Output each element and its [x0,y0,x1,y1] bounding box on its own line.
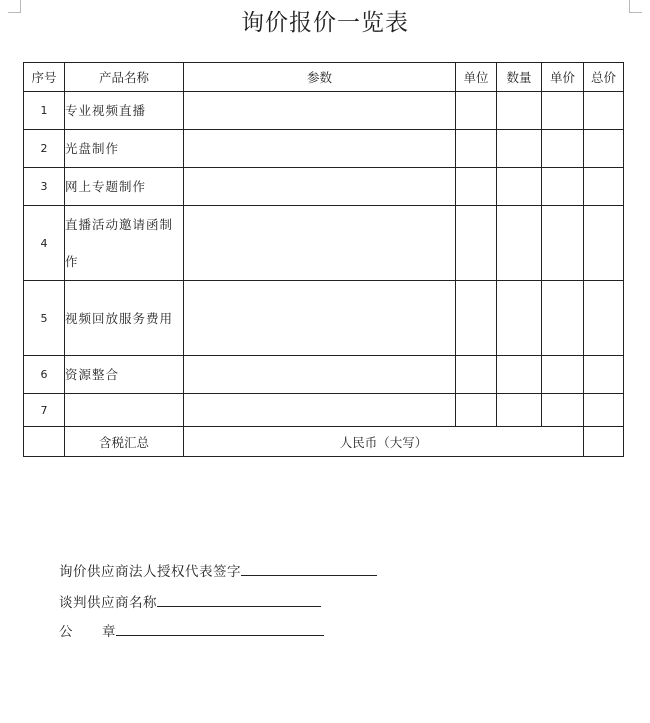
header-params: 参数 [184,63,456,92]
row-params-cell[interactable] [184,92,456,130]
rep-signature-line [59,560,377,580]
row-params-cell[interactable] [184,206,456,281]
row-number: 1 [24,92,65,130]
row-product-name: 网上专题制作 [65,168,184,206]
row-unit-cell[interactable] [456,168,497,206]
row-product-name: 资源整合 [65,356,184,394]
row-params-cell[interactable] [184,356,456,394]
row-unit-price-cell[interactable] [542,168,584,206]
summary-label: 含税汇总 [65,427,184,457]
row-number: 2 [24,130,65,168]
row-unit-price-cell[interactable] [542,130,584,168]
row-number: 7 [24,394,65,427]
supplier-name-label: 谈判供应商名称 [59,595,157,611]
row-number: 4 [24,206,65,281]
summary-blank-cell [24,427,65,457]
table-row [24,130,624,168]
row-total-price-cell[interactable] [584,394,624,427]
row-params-cell[interactable] [184,130,456,168]
table-row [24,206,624,281]
rep-signature-label: 询价供应商法人授权代表签字 [59,564,241,580]
row-unit-cell[interactable] [456,92,497,130]
row-number: 3 [24,168,65,206]
row-total-price-cell[interactable] [584,168,624,206]
header-quantity: 数量 [497,63,542,92]
page-title: 询价报价一览表 [241,10,409,36]
row-product-name: 视频回放服务费用 [65,281,184,356]
quote-table [23,62,624,457]
row-total-price-cell[interactable] [584,92,624,130]
row-product-name: 光盘制作 [65,130,184,168]
table-header-row [24,63,624,92]
row-unit-price-cell[interactable] [542,394,584,427]
row-unit-price-cell[interactable] [542,206,584,281]
table-row [24,394,624,427]
row-unit-cell[interactable] [456,206,497,281]
summary-currency-label: 人民币（大写） [184,427,584,457]
supplier-name-field[interactable] [157,592,321,607]
header-total-price: 总价 [584,63,624,92]
seal-label-second: 章 [102,624,116,640]
seal-field[interactable] [116,621,324,636]
row-number: 5 [24,281,65,356]
row-number: 6 [24,356,65,394]
summary-row [24,427,624,457]
table-row [24,168,624,206]
row-unit-cell[interactable] [456,281,497,356]
row-unit-price-cell[interactable] [542,281,584,356]
row-unit-cell[interactable] [456,130,497,168]
row-unit-cell[interactable] [456,394,497,427]
row-quantity-cell[interactable] [497,281,542,356]
row-total-price-cell[interactable] [584,206,624,281]
row-params-cell[interactable] [184,168,456,206]
supplier-name-line [59,591,321,611]
table-row [24,356,624,394]
row-total-price-cell[interactable] [584,281,624,356]
row-quantity-cell[interactable] [497,168,542,206]
row-product-name: 专业视频直播 [65,92,184,130]
row-product-name[interactable] [65,394,184,427]
header-product-name: 产品名称 [65,63,184,92]
summary-total-cell[interactable] [584,427,624,457]
row-quantity-cell[interactable] [497,130,542,168]
row-unit-price-cell[interactable] [542,356,584,394]
table-row [24,281,624,356]
row-unit-price-cell[interactable] [542,92,584,130]
row-quantity-cell[interactable] [497,394,542,427]
row-total-price-cell[interactable] [584,356,624,394]
header-unit: 单位 [456,63,497,92]
row-quantity-cell[interactable] [497,92,542,130]
header-serial: 序号 [24,63,65,92]
row-quantity-cell[interactable] [497,206,542,281]
row-quantity-cell[interactable] [497,356,542,394]
table-row [24,92,624,130]
row-total-price-cell[interactable] [584,130,624,168]
row-unit-cell[interactable] [456,356,497,394]
row-product-name: 直播活动邀请函制作 [65,206,184,281]
row-params-cell[interactable] [184,281,456,356]
row-params-cell[interactable] [184,394,456,427]
seal-line [59,620,324,640]
rep-signature-field[interactable] [241,561,377,576]
header-unit-price: 单价 [542,63,584,92]
seal-label-first: 公 [59,624,73,640]
